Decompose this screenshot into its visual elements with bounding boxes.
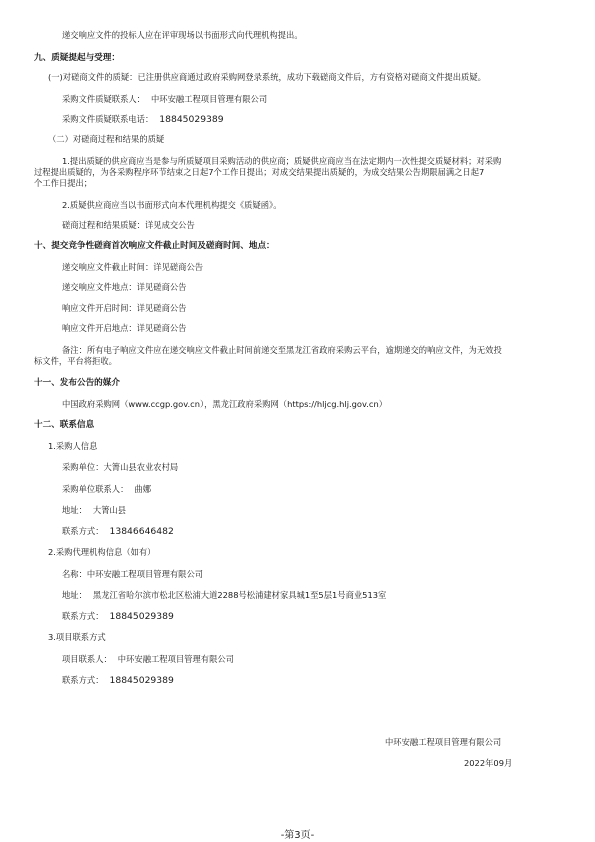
purchaser-unit xyxy=(62,462,178,473)
sec9-contact-value: 中环安融工程项目管理有限公司 xyxy=(150,94,268,104)
purchaser-address-label: 地址： xyxy=(62,505,87,515)
sec9-para2: 2.质疑供应商应当以书面形式向本代理机构提交《质疑函》。 xyxy=(62,200,282,210)
signature-date: 2022年09月 xyxy=(464,758,513,768)
purchaser-contact-value: 曲娜 xyxy=(134,484,151,494)
section-12-heading: 十二、联系信息 xyxy=(34,420,95,430)
purchaser-unit-value: 大箐山县农业农村局 xyxy=(103,462,179,472)
project-contact-label: 项目联系人： xyxy=(62,654,112,664)
agency-phone xyxy=(62,611,174,622)
section-11-heading: 十一、发布公告的媒介 xyxy=(34,378,120,388)
purchaser-phone xyxy=(62,526,174,537)
sec9-phone-value: 18845029389 xyxy=(159,114,224,125)
agency-address-value: 黑龙江省哈尔滨市松北区松浦大道2288号松浦建材家具城1至5层1号商业513室 xyxy=(92,590,387,600)
continued-text: 递交响应文件的投标人应在评审现场以书面形式向代理机构提出。 xyxy=(62,30,303,40)
sec10-line2: 递交响应文件地点：详见磋商公告 xyxy=(62,282,187,292)
sec10-line1: 递交响应文件截止时间：详见磋商公告 xyxy=(62,262,204,272)
sec10-line3: 响应文件开启时间：详见磋商公告 xyxy=(62,303,187,313)
sec9-para1-line2: 过程提出质疑的，为各采购程序环节结束之日起7个工作日提出；对成交结果提出质疑的，为成交结果公告期限届满之日起7 xyxy=(34,167,485,177)
agency-address-label: 地址： xyxy=(62,590,87,600)
signature-company: 中环安融工程项目管理有限公司 xyxy=(385,737,502,747)
sec10-note-line2: 标文件，平台将拒收。 xyxy=(34,356,117,366)
sec9-para1-line3: 个工作日提出； xyxy=(34,178,93,188)
project-contact-value: 中环安融工程项目管理有限公司 xyxy=(117,654,234,664)
sec10-note-line1: 备注：所有电子响应文件应在递交响应文件截止时间前递交至黑龙江省政府采购云平台，逾期递交的响应文件，为无效投 xyxy=(62,345,502,355)
purchaser-unit-label: 采购单位： xyxy=(62,462,104,472)
purchaser-address xyxy=(62,505,126,516)
sec9-contact2: 磋商过程和结果质疑：详见成交公告 xyxy=(62,220,195,230)
purchaser-contact-label: 采购单位联系人： xyxy=(62,484,129,494)
agency-name xyxy=(62,569,203,580)
purchaser-phone-value: 13846646482 xyxy=(109,526,174,537)
sec9-phone-label: 采购文件质疑联系电话： xyxy=(62,114,154,124)
agency-address xyxy=(62,590,386,601)
agency-info-title: 2.采购代理机构信息（如有） xyxy=(48,547,156,557)
project-contact-title: 3.项目联系方式 xyxy=(48,632,106,642)
purchaser-contact xyxy=(62,484,151,495)
section-9-heading: 九、质疑提起与受理： xyxy=(34,53,120,63)
page-number: -第3页- xyxy=(280,830,315,841)
sec9-item1: (一)对磋商文件的质疑：已注册供应商通过政府采购网登录系统，成功下载磋商文件后，方有资格对磋商文件提出质疑。 xyxy=(48,72,486,82)
sec9-contact-label: 采购文件质疑联系人： xyxy=(62,94,145,104)
project-phone xyxy=(62,675,174,686)
sec9-phone xyxy=(62,114,224,125)
project-contact xyxy=(62,654,234,665)
section-10-heading: 十、提交竞争性磋商首次响应文件截止时间及磋商时间、地点： xyxy=(34,241,275,251)
sec9-item2: （二）对磋商过程和结果的质疑 xyxy=(48,134,165,144)
sec11-media-line: 中国政府采购网（www.ccgp.gov.cn），黑龙江政府采购网（https://hljcg.hlj.gov.cn） xyxy=(62,399,388,409)
agency-phone-value: 18845029389 xyxy=(109,611,174,622)
agency-phone-label: 联系方式： xyxy=(62,611,104,621)
sec9-contact xyxy=(62,94,267,105)
sec10-line4: 响应文件开启地点：详见磋商公告 xyxy=(62,323,187,333)
purchaser-address-value: 大箐山县 xyxy=(92,505,127,515)
project-phone-label: 联系方式： xyxy=(62,675,104,685)
purchaser-phone-label: 联系方式： xyxy=(62,526,104,536)
agency-name-label: 名称： xyxy=(62,569,87,579)
purchaser-info-title: 1.采购人信息 xyxy=(48,441,98,451)
project-phone-value: 18845029389 xyxy=(109,675,174,686)
sec9-para1-line1: 1.提出质疑的供应商应当是参与所质疑项目采购活动的供应商；质疑供应商应当在法定期内一次性提交质疑材料；对采购 xyxy=(62,156,502,166)
agency-name-value: 中环安融工程项目管理有限公司 xyxy=(86,569,204,579)
